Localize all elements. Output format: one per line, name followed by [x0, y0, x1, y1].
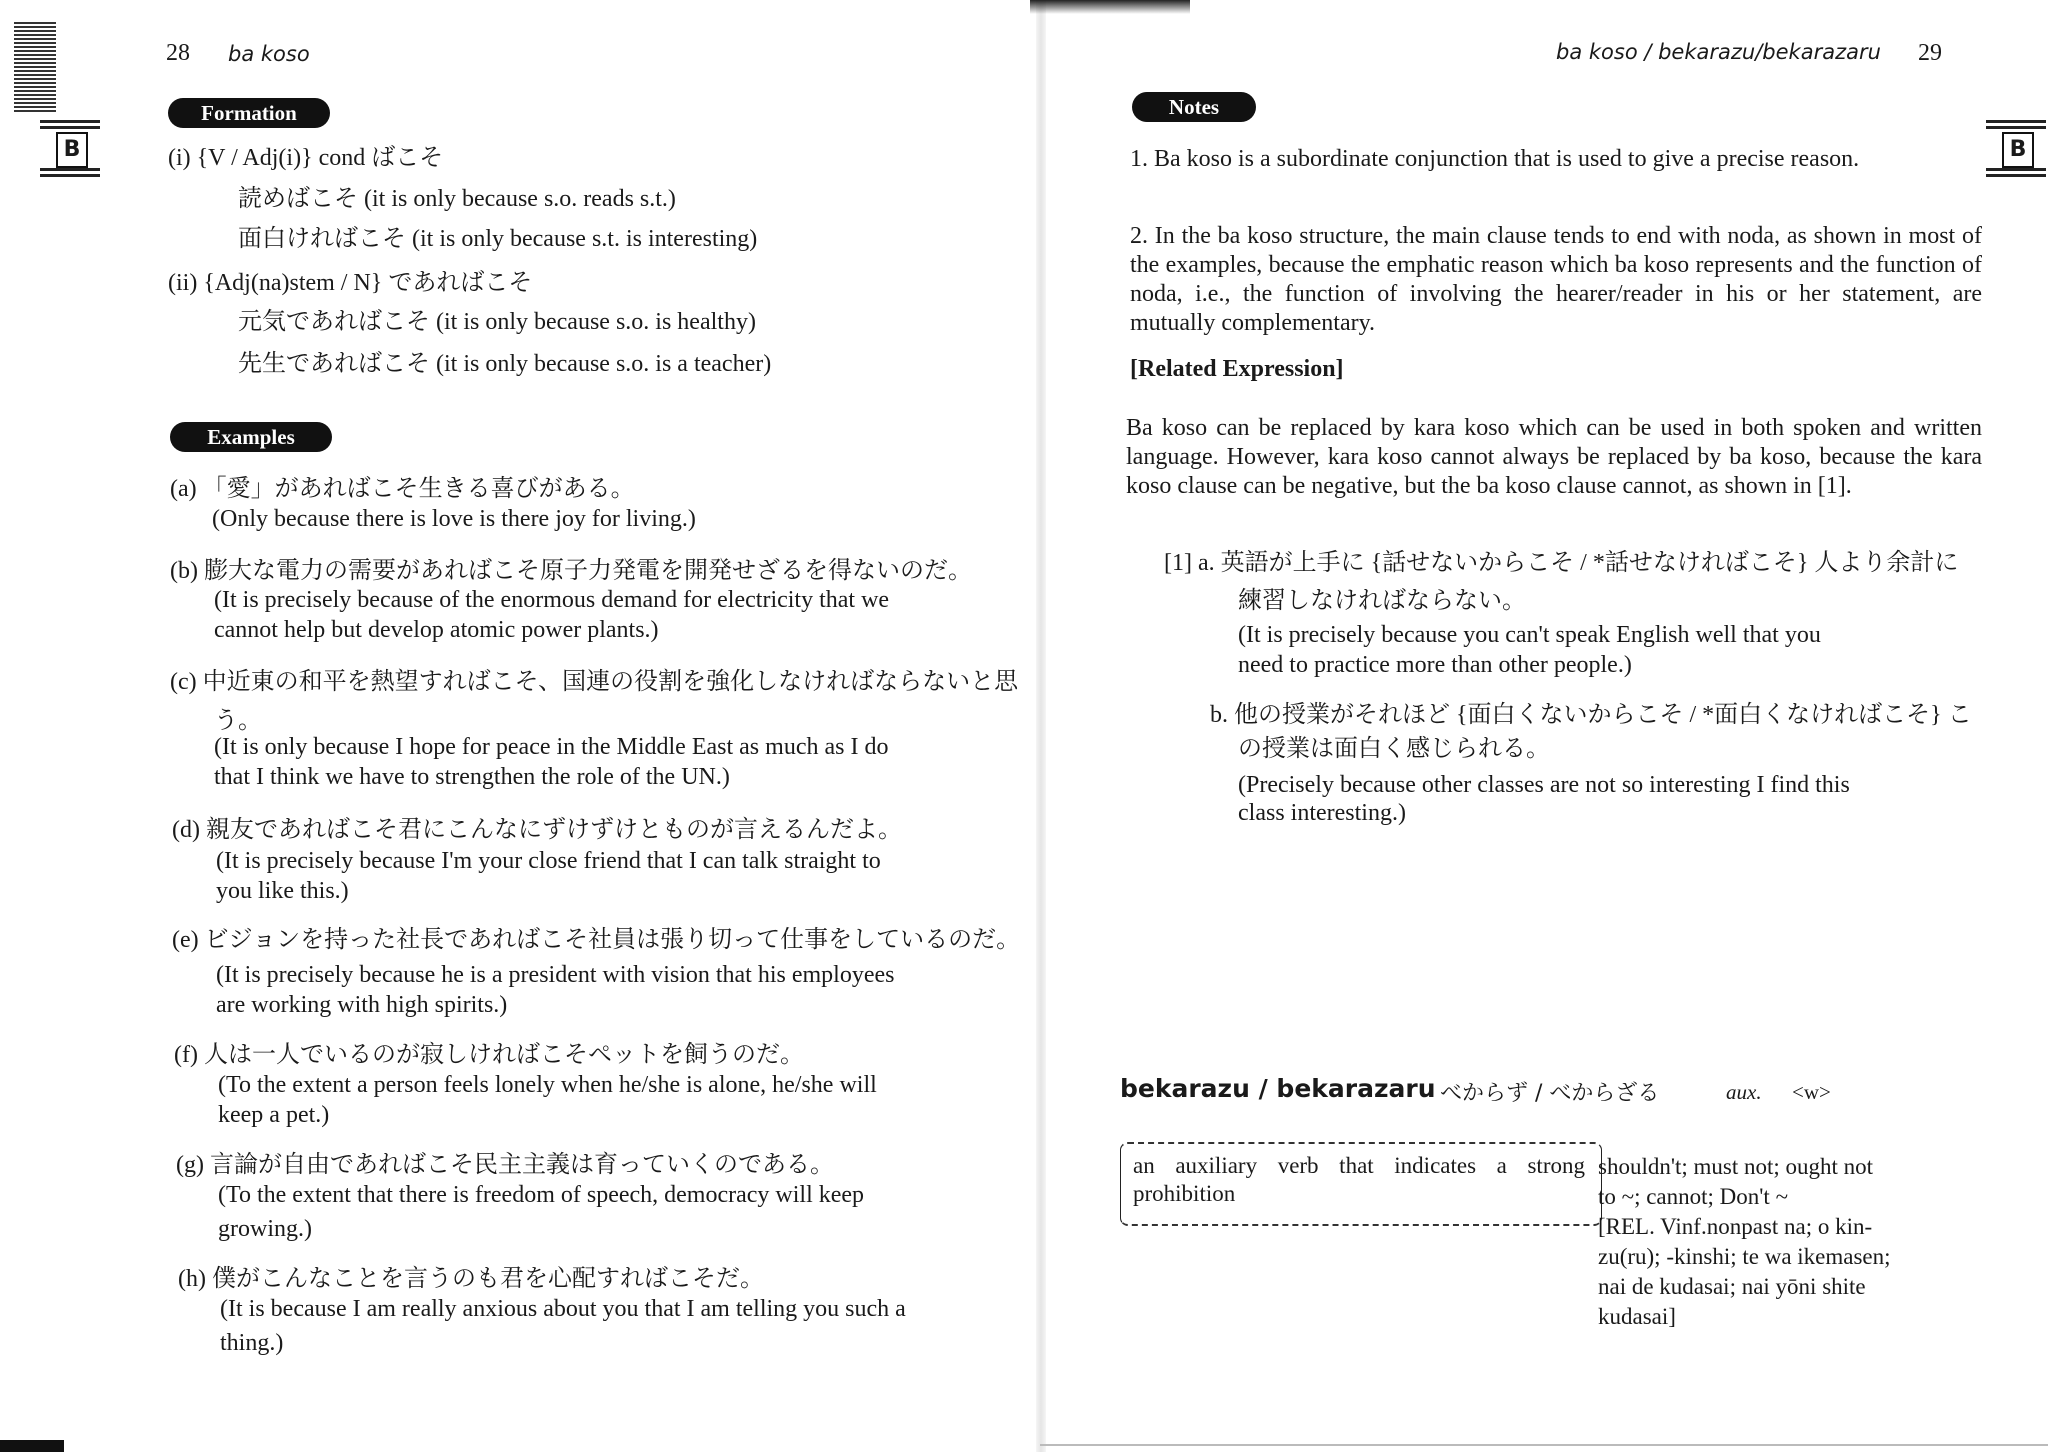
page-number: 29 — [1918, 40, 1942, 66]
example-line: (f) 人は一人でいるのが寂しければこそペットを飼うのだ。 — [174, 1042, 804, 1068]
example-line: keep a pet.) — [218, 1102, 330, 1128]
right-page — [1040, 0, 2048, 1452]
entry-gloss: kudasai] — [1598, 1304, 1676, 1329]
example-line: (b) 膨大な電力の需要があればこそ原子力発電を開発せざるを得ないのだ。 — [170, 558, 972, 584]
example-line: (To the extent a person feels lonely when he/she is alone, he/she will — [218, 1072, 877, 1098]
entry-gloss: [REL. Vinf.nonpast na; o kin- — [1598, 1214, 1873, 1239]
example-line: thing.) — [220, 1330, 284, 1356]
entry-gloss: shouldn't; must not; ought not — [1598, 1154, 1874, 1179]
example-line: (h) 僕がこんなことを言うのも君を心配すればこそだ。 — [178, 1266, 764, 1292]
formation-line: 元気であればこそ (it is only because s.o. is healthy) — [238, 309, 756, 335]
notes-label: Notes — [1132, 92, 1256, 122]
example-line: cannot help but develop atomic power plants.) — [214, 617, 659, 643]
example-line: (It is because I am really anxious about you that I am telling you such a — [220, 1296, 906, 1322]
related-example-line: の授業は面白く感じられる。 — [1238, 736, 1550, 762]
example-line: you like this.) — [216, 878, 349, 904]
related-example-line: (It is precisely because you can't speak English well that you — [1238, 622, 1821, 648]
note-item: 2. In the ba koso structure, the main clause tends to end with noda, as shown in most of the examples, because the emphatic reason which ba koso represents and the function of noda, i.e., the function of involving the hearer/reader in his or her statement, are mutually complementary. — [1130, 223, 1982, 336]
side-tab-letter: B — [56, 132, 88, 168]
example-line: (It is only because I hope for peace in the Middle East as much as I do — [214, 734, 889, 760]
definition-box — [1120, 1142, 1602, 1226]
thumb-index-marks — [14, 22, 56, 112]
running-head: ba koso / bekarazu/bekarazaru — [1556, 40, 1881, 64]
example-line: (Only because there is love is there joy for living.) — [212, 506, 696, 532]
running-head: ba koso — [228, 42, 310, 66]
related-example-line: b. 他の授業がそれほど {面白くないからこそ / *面白くなければこそ} こ — [1210, 702, 1972, 728]
example-line: that I think we have to strengthen the role of the UN.) — [214, 764, 730, 790]
example-line: (It is precisely because he is a president with vision that his employees — [216, 962, 895, 988]
example-line: are working with high spirits.) — [216, 992, 508, 1018]
related-example-line: need to practice more than other people.) — [1238, 652, 1632, 678]
formation-line: (i) {V / Adj(i)} cond ばこそ — [168, 145, 444, 171]
page-number: 28 — [166, 40, 190, 66]
related-example-line: 練習しなければならない。 — [1238, 588, 1526, 614]
example-line: (To the extent that there is freedom of speech, democracy will keep — [218, 1182, 865, 1208]
side-tab-left — [40, 118, 100, 180]
side-tab-right — [1986, 118, 2046, 180]
note-item: 1. Ba koso is a subordinate conjunction that is used to give a precise reason. — [1130, 146, 1860, 172]
entry-register: <w> — [1792, 1080, 1831, 1104]
example-line: (g) 言論が自由であればこそ民主主義は育っていくのである。 — [176, 1152, 834, 1178]
example-line: (a) 「愛」があればこそ生きる喜びがある。 — [170, 476, 635, 502]
related-example-line: (Precisely because other classes are not so interesting I find this — [1238, 772, 1850, 798]
entry-headword: bekarazu / bekarazaru — [1120, 1074, 1436, 1103]
example-line: growing.) — [218, 1216, 312, 1242]
formation-line: 面白ければこそ (it is only because s.t. is interesting) — [238, 226, 758, 252]
formation-line: 先生であればこそ (it is only because s.o. is a teacher) — [238, 351, 772, 377]
example-line: (d) 親友であればこそ君にこんなにずけずけとものが言えるんだよ。 — [172, 817, 902, 843]
entry-kana: べからず / べからざる — [1440, 1081, 1660, 1106]
example-line: (It is precisely because of the enormous demand for electricity that we — [214, 587, 890, 613]
example-line: (It is precisely because I'm your close friend that I can talk straight to — [216, 848, 881, 874]
entry-gloss: nai de kudasai; nai yōni shite — [1598, 1274, 1866, 1299]
related-heading: [Related Expression] — [1130, 356, 1344, 382]
example-line: う。 — [214, 708, 262, 734]
related-text: Ba koso can be replaced by kara koso which can be used in both spoken and written language. However, kara koso cannot always be replaced by ba koso, because the kara koso clause can be negative, but the ba koso clause cannot, as shown in [1]. — [1126, 415, 1982, 499]
example-line: (c) 中近東の和平を熱望すればこそ、国連の役割を強化しなければならないと思 — [170, 669, 1019, 695]
examples-label: Examples — [170, 422, 332, 452]
formation-line: 読めばこそ (it is only because s.o. reads s.t.) — [238, 186, 676, 212]
entry-gloss: zu(ru); -kinshi; te wa ikemasen; — [1598, 1244, 1891, 1269]
entry-pos: aux. — [1726, 1080, 1762, 1104]
formation-label: Formation — [168, 98, 330, 128]
related-example-line: [1] a. 英語が上手に {話せないからこそ / *話せなければこそ} 人より余計に — [1164, 550, 1959, 576]
entry-gloss: to ~; cannot; Don't ~ — [1598, 1184, 1789, 1209]
example-line: (e) ビジョンを持った社長であればこそ社員は張り切って仕事をしているのだ。 — [172, 927, 1021, 953]
related-example-line: class interesting.) — [1238, 800, 1406, 826]
entry-definition: an auxiliary verb that indicates a strong prohibition — [1133, 1153, 1585, 1206]
formation-line: (ii) {Adj(na)stem / N} であればこそ — [168, 270, 533, 296]
side-tab-letter: B — [2002, 132, 2034, 168]
